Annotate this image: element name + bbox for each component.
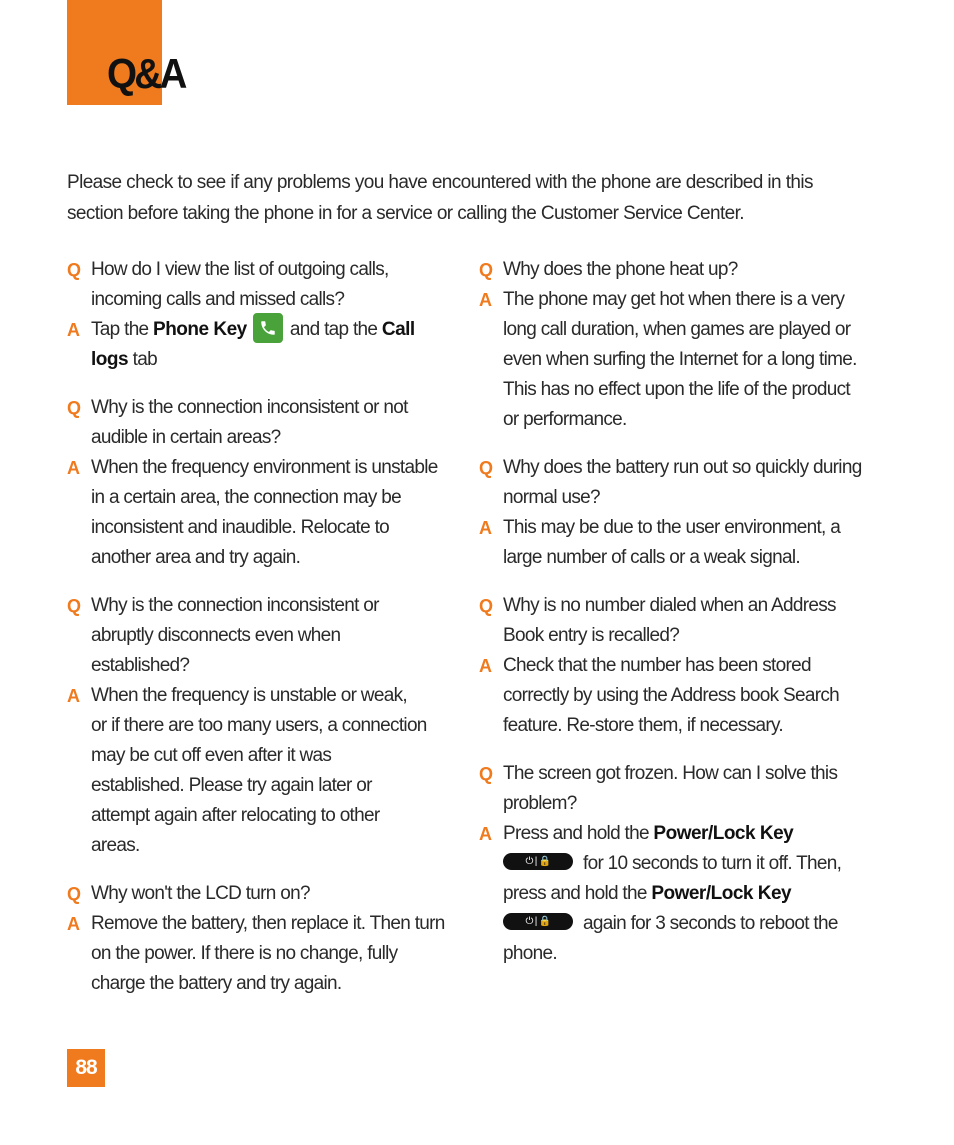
- answer-text: When the frequency environment is unstable in a certain area, the connection may be inconsistent and inaudible. Relocate to another area and try again.: [91, 457, 438, 569]
- question-text: How do I view the list of outgoing calls, incoming calls and missed calls?: [91, 259, 389, 310]
- page-title: Q&A: [107, 50, 185, 97]
- qa-item: [479, 453, 869, 573]
- answer-text: Press and hold the Power/Lock Key ⏻ | 🔒 for 10 seconds to turn it off. Then, press and hold the Power/Lock Key ⏻ | 🔒 again for 3 seconds to reboot the phone.: [503, 823, 842, 964]
- phone-icon: [253, 313, 283, 343]
- question-marker: Q: [479, 458, 494, 478]
- key-name: Phone Key: [153, 319, 247, 341]
- qa-item: [479, 591, 869, 741]
- answer-marker: A: [479, 656, 492, 676]
- question-marker: Q: [67, 260, 82, 280]
- key-name: Power/Lock Key: [651, 883, 792, 904]
- answer-marker: A: [479, 824, 492, 844]
- answer-text: Check that the number has been stored correctly by using the Address book Search feature. Re-store them, if necessary.: [503, 655, 840, 736]
- answer-text: Remove the battery, then replace it. Then turn on the power. If there is no change, fully charge the battery and try again.: [91, 913, 445, 995]
- question-marker: Q: [67, 596, 82, 617]
- answer-marker: A: [479, 518, 492, 538]
- question-marker: Q: [67, 398, 82, 419]
- power-lock-key-icon: ⏻ | 🔒: [503, 913, 573, 930]
- answer-text: This may be due to the user environment, a large number of calls or a weak signal.: [503, 517, 841, 568]
- key-name: Power/Lock Key: [653, 823, 794, 844]
- right-column: [479, 255, 869, 987]
- qa-item: [67, 393, 452, 573]
- answer-text: When the frequency is unstable or weak, or if there are too many users, a connection may be cut off even after it was established. Please try again later or attempt again after relocating to other areas.: [91, 685, 427, 857]
- answer-text: The phone may get hot when there is a very long call duration, when games are played or even when surfing the Internet for a long time. This has no effect upon the life of the product or performance.: [503, 289, 857, 430]
- question-marker: Q: [479, 764, 494, 784]
- question-text: Why does the phone heat up?: [503, 259, 738, 280]
- answer-marker: A: [67, 458, 80, 479]
- question-marker: Q: [479, 596, 494, 616]
- qa-item: [67, 879, 452, 999]
- question-marker: Q: [479, 260, 494, 280]
- power-lock-key-icon: ⏻ | 🔒: [503, 853, 573, 870]
- intro-paragraph: Please check to see if any problems you have encountered with the phone are described in this section before taking the phone in for a service or calling the Customer Service Center.: [67, 172, 813, 224]
- answer-text: Tap the Phone Key and tap the Call logs tab: [91, 315, 452, 375]
- question-marker: Q: [67, 884, 82, 905]
- answer-marker: A: [479, 290, 492, 310]
- page-number: 88: [67, 1049, 105, 1087]
- question-text: Why is no number dialed when an Address Book entry is recalled?: [503, 595, 836, 646]
- question-text: Why won't the LCD turn on?: [91, 883, 310, 905]
- qa-item: [67, 591, 452, 861]
- question-text: Why is the connection inconsistent or not audible in certain areas?: [91, 397, 408, 449]
- left-column: [67, 255, 452, 1017]
- answer-marker: A: [67, 686, 80, 707]
- qa-item: [479, 759, 869, 969]
- question-text: Why is the connection inconsistent or abruptly disconnects even when established?: [91, 595, 379, 677]
- tab-name: Call logs: [91, 319, 415, 371]
- qa-item: [67, 255, 452, 375]
- question-text: Why does the battery run out so quickly during normal use?: [503, 457, 862, 508]
- qa-item: [479, 255, 869, 435]
- answer-marker: A: [67, 320, 80, 340]
- answer-marker: A: [67, 914, 80, 935]
- question-text: The screen got frozen. How can I solve this problem?: [503, 763, 838, 814]
